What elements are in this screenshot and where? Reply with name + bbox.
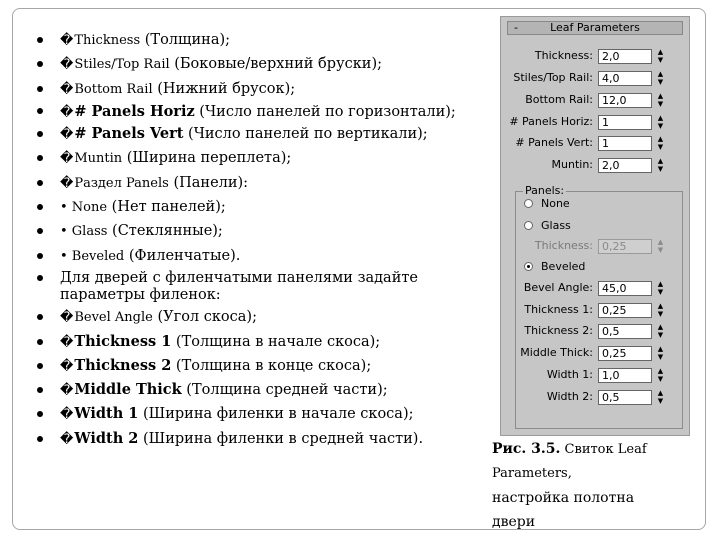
list-item: �Stiles/Top Rail (Боковые/верхний бруски); xyxy=(34,54,464,75)
width1-label: Width 1: xyxy=(546,368,593,381)
spin-down-icon[interactable]: ▼ xyxy=(657,165,664,173)
missing-glyph-icon: � xyxy=(60,383,74,399)
missing-glyph-icon: � xyxy=(60,175,74,191)
missing-glyph-icon: � xyxy=(60,310,74,326)
thickness2-spinner[interactable] xyxy=(656,324,665,339)
spin-up-icon[interactable]: ▲ xyxy=(657,323,664,331)
radio-beveled-label[interactable]: Beveled xyxy=(541,260,586,273)
spin-down-icon[interactable]: ▼ xyxy=(657,288,664,296)
muntin-spinner[interactable] xyxy=(656,158,665,173)
spin-up-icon[interactable]: ▲ xyxy=(657,135,664,143)
stiles-spinner[interactable] xyxy=(656,71,665,86)
middle-thick-spinner[interactable] xyxy=(656,346,665,361)
caption-line-3: настройка полотна xyxy=(492,490,635,506)
muntin-label: Muntin: xyxy=(551,158,593,171)
panels-horiz-spinner[interactable] xyxy=(656,115,665,130)
glass-thickness-input[interactable]: 0,25 xyxy=(598,239,652,254)
middle-thick-input[interactable]: 0,25 xyxy=(598,346,652,361)
list-item: �# Panels Vert (Число панелей по вертикали); xyxy=(34,124,464,145)
spin-up-icon[interactable]: ▲ xyxy=(657,280,664,288)
bevel-angle-spinner[interactable] xyxy=(656,281,665,296)
radio-none-label[interactable]: None xyxy=(541,197,570,210)
rollout-title: Leaf Parameters xyxy=(550,21,640,34)
width1-input[interactable]: 1,0 xyxy=(598,368,652,383)
spin-down-icon[interactable]: ▼ xyxy=(657,78,664,86)
spin-up-icon[interactable]: ▲ xyxy=(657,92,664,100)
glass-thickness-label: Thickness: xyxy=(534,239,593,252)
list-item: �Bottom Rail (Нижний брусок); xyxy=(34,79,464,100)
middle-thick-label: Middle Thick: xyxy=(520,346,593,359)
stiles-input[interactable]: 4,0 xyxy=(598,71,652,86)
missing-glyph-icon: � xyxy=(60,104,74,120)
spin-up-icon[interactable]: ▲ xyxy=(657,157,664,165)
spin-down-icon[interactable]: ▼ xyxy=(657,100,664,108)
list-item: �Thickness (Толщина); xyxy=(34,30,464,51)
bottom-rail-label: Bottom Rail: xyxy=(525,93,593,106)
spin-down-icon[interactable]: ▼ xyxy=(657,122,664,130)
spin-down-icon[interactable]: ▼ xyxy=(657,143,664,151)
spin-up-icon[interactable]: ▲ xyxy=(657,238,664,246)
missing-glyph-icon: � xyxy=(60,81,74,97)
missing-glyph-icon: � xyxy=(60,334,74,350)
spin-up-icon[interactable]: ▲ xyxy=(657,48,664,56)
list-item: Для дверей с филенчатыми панелями задайте параметры филенок: xyxy=(34,270,464,304)
bevel-angle-label: Bevel Angle: xyxy=(523,281,593,294)
spin-down-icon[interactable]: ▼ xyxy=(657,56,664,64)
panels-vert-input[interactable]: 1 xyxy=(598,136,652,151)
panels-horiz-label: # Panels Horiz: xyxy=(509,115,593,128)
list-item: �# Panels Horiz (Число панелей по горизонтали); xyxy=(34,103,464,121)
rollout-header[interactable] xyxy=(507,21,683,35)
thickness2-input[interactable]: 0,5 xyxy=(598,324,652,339)
list-item: �Width 1 (Ширина филенки в начале скоса); xyxy=(34,404,464,425)
spin-down-icon[interactable]: ▼ xyxy=(657,331,664,339)
collapse-icon[interactable]: - xyxy=(514,21,518,34)
spin-up-icon[interactable]: ▲ xyxy=(657,345,664,353)
radio-beveled[interactable] xyxy=(524,262,533,271)
list-item: �Thickness 2 (Толщина в конце скоса); xyxy=(34,356,464,377)
list-item: �Bevel Angle (Угол скоса); xyxy=(34,307,464,328)
list-item: �Width 2 (Ширина филенки в средней части). xyxy=(34,429,464,450)
list-item: �Раздел Panels (Панели): xyxy=(34,173,464,194)
missing-glyph-icon: � xyxy=(60,431,74,447)
list-item: • Beveled (Филенчатые). xyxy=(34,246,464,267)
thickness-input[interactable]: 2,0 xyxy=(598,49,652,64)
caption-line-1: Рис. 3.5. Свиток Leaf xyxy=(492,441,647,457)
thickness1-input[interactable]: 0,25 xyxy=(598,303,652,318)
bottom-rail-spinner[interactable] xyxy=(656,93,665,108)
missing-glyph-icon: � xyxy=(60,151,74,167)
missing-glyph-icon: � xyxy=(60,57,74,73)
thickness1-label: Thickness 1: xyxy=(524,303,593,316)
spin-down-icon[interactable]: ▼ xyxy=(657,375,664,383)
panels-horiz-input[interactable]: 1 xyxy=(598,115,652,130)
missing-glyph-icon: � xyxy=(60,358,74,374)
missing-glyph-icon: � xyxy=(60,407,74,423)
spin-down-icon[interactable]: ▼ xyxy=(657,310,664,318)
muntin-input[interactable]: 2,0 xyxy=(598,158,652,173)
bullet-list xyxy=(34,30,464,453)
spin-down-icon[interactable]: ▼ xyxy=(657,353,664,361)
spin-up-icon[interactable]: ▲ xyxy=(657,70,664,78)
bevel-angle-input[interactable]: 45,0 xyxy=(598,281,652,296)
glass-thickness-spinner[interactable] xyxy=(656,239,665,254)
panels-group-title: Panels: xyxy=(525,184,565,197)
spin-down-icon[interactable]: ▼ xyxy=(657,246,664,254)
width2-label: Width 2: xyxy=(546,390,593,403)
figure-caption xyxy=(492,437,692,534)
spin-up-icon[interactable]: ▲ xyxy=(657,114,664,122)
missing-glyph-icon: � xyxy=(60,33,74,48)
thickness-label: Thickness: xyxy=(534,49,593,62)
width2-input[interactable]: 0,5 xyxy=(598,390,652,405)
list-item: • None (Нет панелей); xyxy=(34,197,464,218)
radio-none[interactable] xyxy=(524,199,533,208)
radio-glass[interactable] xyxy=(524,221,533,230)
width1-spinner[interactable] xyxy=(656,368,665,383)
thickness2-label: Thickness 2: xyxy=(524,324,593,337)
list-item: • Glass (Стеклянные); xyxy=(34,221,464,242)
width2-spinner[interactable] xyxy=(656,390,665,405)
missing-glyph-icon: � xyxy=(60,127,74,143)
list-item: �Middle Thick (Толщина средней части); xyxy=(34,380,464,401)
spin-up-icon[interactable]: ▲ xyxy=(657,302,664,310)
thickness1-spinner[interactable] xyxy=(656,303,665,318)
thickness-spinner[interactable] xyxy=(656,49,665,64)
bottom-rail-input[interactable]: 12,0 xyxy=(598,93,652,108)
leaf-parameters-panel xyxy=(500,16,690,436)
spin-up-icon[interactable]: ▲ xyxy=(657,389,664,397)
caption-line-4: двери xyxy=(492,514,536,530)
panels-vert-label: # Panels Vert: xyxy=(515,136,593,149)
spin-down-icon[interactable]: ▼ xyxy=(657,397,664,405)
spin-up-icon[interactable]: ▲ xyxy=(657,367,664,375)
list-item: �Muntin (Ширина переплета); xyxy=(34,148,464,169)
stiles-label: Stiles/Top Rail: xyxy=(513,71,593,84)
panels-vert-spinner[interactable] xyxy=(656,136,665,151)
radio-glass-label[interactable]: Glass xyxy=(541,219,571,232)
caption-line-2: Parameters, xyxy=(492,466,572,481)
list-item: �Thickness 1 (Толщина в начале скоса); xyxy=(34,332,464,353)
